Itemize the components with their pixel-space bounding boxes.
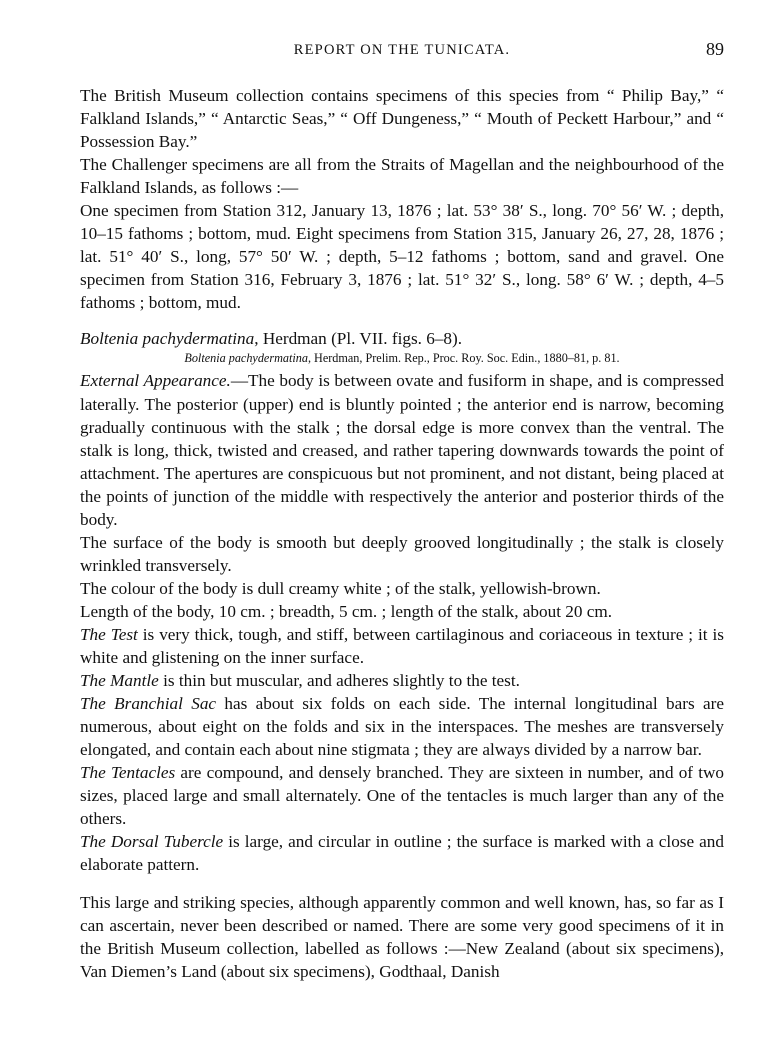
dorsal-tubercle-text: is large, and circular in outline ; the surface is marked with a close and elaborate pattern. bbox=[80, 832, 724, 875]
closing-text: This large and striking species, although apparently common and well known, has, so far as I can ascertain, never been described or named. There are some very good specimens of it in the British Museum collection, labelled as follows :—New Zealand (about six specimens), Van Diemen’s Land (about six specimens), Godthaal, Danish bbox=[80, 892, 724, 981]
paragraph-mantle bbox=[80, 669, 724, 692]
paragraph-surface bbox=[80, 531, 724, 577]
paragraph-closing bbox=[80, 891, 724, 983]
external-appearance-label: External Appearance. bbox=[80, 371, 231, 391]
branchial-sac-label: The Branchial Sac bbox=[80, 694, 217, 714]
running-header bbox=[80, 40, 724, 64]
paragraph-challenger-specimens bbox=[80, 153, 724, 199]
document-page bbox=[80, 40, 724, 983]
surface-text: The surface of the body is smooth but deeply grooved longitudinally ; the stalk is closely wrinkled transversely. bbox=[80, 532, 724, 575]
page-number: 89 bbox=[706, 39, 724, 59]
section-break bbox=[80, 877, 724, 891]
paragraph-dorsal-tubercle bbox=[80, 830, 724, 876]
paragraph-station-details-text: One specimen from Station 312, January 13, 1876 ; lat. 53° 38′ S., long. 70° 56′ W. ; depth, 10–15 fathoms ; bottom, mud. Eight specimens from Station 315, January 26, 27, 28, 1876 ; lat. 51° 40′ S., long, 57° 50′ W. ; depth, 5–12 fathoms ; bottom, sand and gravel. One specimen from Station 316, February 3, 1876 ; lat. 51° 32′ S., long. 58° 6′ W. ; depth, 4–5 fathoms ; bottom, mud. bbox=[80, 201, 724, 313]
paragraph-museum-specimens bbox=[80, 84, 724, 153]
body-text bbox=[80, 84, 724, 983]
paragraph-challenger-specimens-text: The Challenger specimens are all from the Straits of Magellan and the neighbourhood of the Falkland Islands, as follows :— bbox=[80, 155, 724, 198]
mantle-text: is thin but muscular, and adheres slightly to the test. bbox=[158, 671, 520, 691]
paragraph-external-appearance bbox=[80, 369, 724, 530]
test-text: is very thick, tough, and stiff, between cartilaginous and coriaceous in texture ; it is white and glistening on the inner surface. bbox=[80, 624, 724, 668]
species-heading bbox=[80, 327, 724, 350]
paragraph-station-details bbox=[80, 199, 724, 314]
colour-text: The colour of the body is dull creamy white ; of the stalk, yellowish-brown. bbox=[80, 578, 601, 598]
paragraph-colour bbox=[80, 577, 724, 600]
running-title: REPORT ON THE TUNICATA. bbox=[293, 42, 511, 58]
paragraph-length bbox=[80, 600, 724, 623]
paragraph-branchial-sac bbox=[80, 692, 724, 761]
test-label: The Test bbox=[80, 624, 138, 644]
branchial-sac-text: has about six folds on each side. The internal longitudinal bars are numerous, about eight on the folds and six in the interspaces. The meshes are transversely elongated, and contain each about nine stigmata ; they are always divided by a narrow bar. bbox=[80, 694, 724, 760]
external-appearance-text: —The body is between ovate and fusiform in shape, and is compressed laterally. The posterior (upper) end is bluntly pointed ; the anterior end is narrow, becoming gradually continuous with the stalk ; the dorsal edge is more convex than the ventral. The stalk is long, thick, twisted and creased, and rather tapering downwards towards the point of attachment. The apertures are conspicuous but not prominent, and not distant, being placed at the points of junction of the middle with respectively the anterior and posterior thirds of the body. bbox=[80, 371, 724, 529]
length-text: Length of the body, 10 cm. ; breadth, 5 cm. ; length of the stalk, about 20 cm. bbox=[80, 601, 613, 621]
dorsal-tubercle-label: The Dorsal Tubercle bbox=[80, 832, 224, 852]
species-reference bbox=[80, 350, 724, 367]
species-name: Boltenia pachydermatina bbox=[80, 329, 255, 349]
mantle-label: The Mantle bbox=[80, 671, 159, 691]
reference-citation: , Herdman, Prelim. Rep., Proc. Roy. Soc. Edin., 1880–81, p. 81. bbox=[307, 351, 620, 366]
paragraph-tentacles bbox=[80, 761, 724, 830]
tentacles-text: are compound, and densely branched. They are sixteen in number, and of two sizes, placed large and small alternately. One of the tentacles is much larger than any of the others. bbox=[80, 763, 724, 829]
paragraph-test bbox=[80, 623, 724, 669]
paragraph-museum-specimens-text: The British Museum collection contains specimens of this species from “ Philip Bay,” “ Falkland Islands,” “ Antarctic Seas,” “ Off Dungeness,” “ Mouth of Peckett Harbour,” and “ Possession Bay.” bbox=[80, 86, 724, 152]
reference-name: Boltenia pachydermatina bbox=[184, 351, 308, 366]
tentacles-label: The Tentacles bbox=[80, 763, 176, 783]
species-author: , Herdman (Pl. VII. figs. 6–8). bbox=[254, 329, 463, 349]
